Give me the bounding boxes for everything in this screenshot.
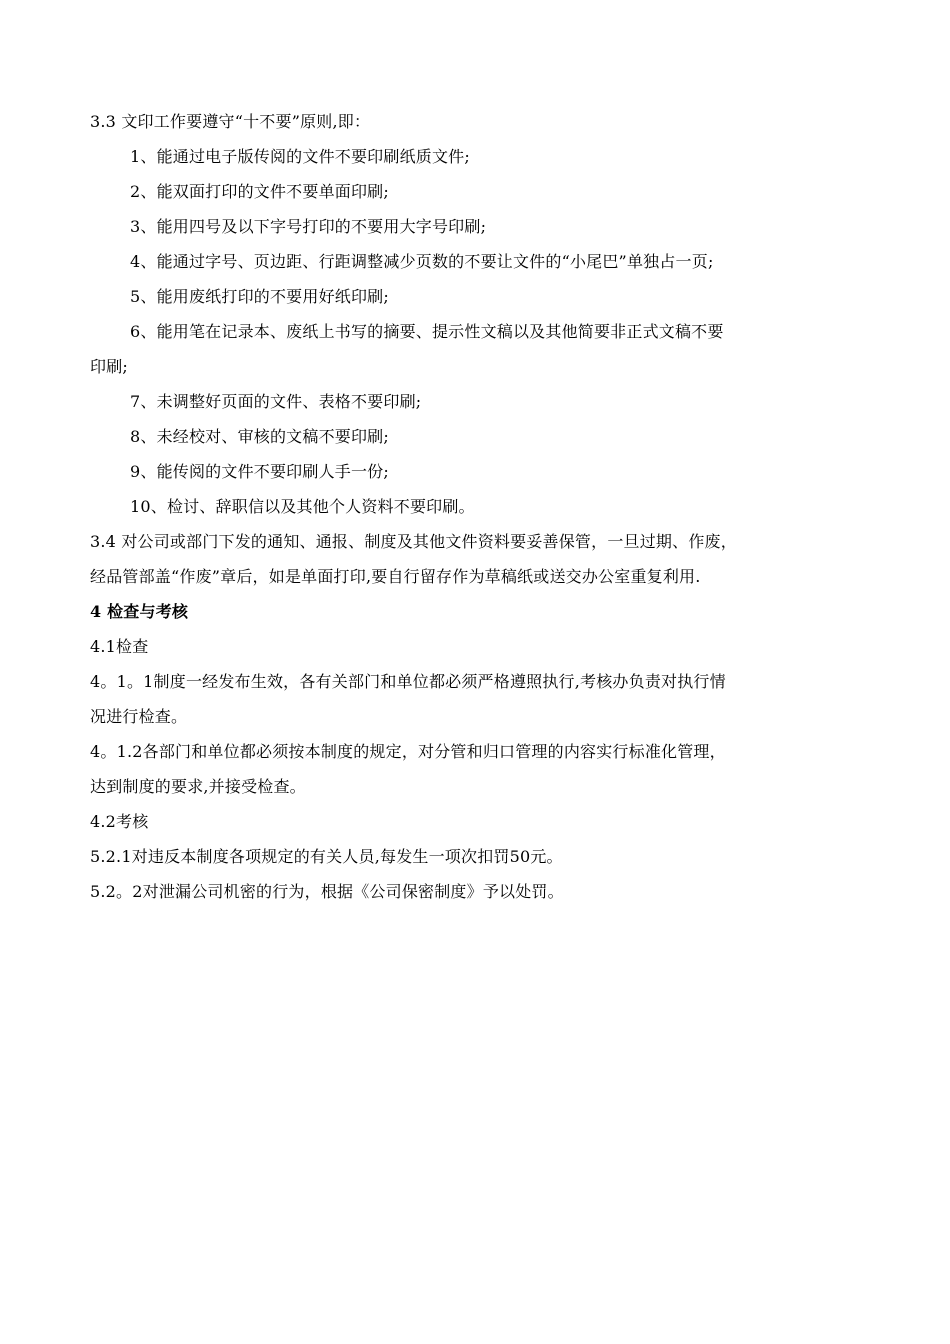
rule-item-3: 3、能用四号及以下字号打印的不要用大字号印刷; (130, 217, 487, 236)
rule-item-9: 9、能传阅的文件不要印刷人手一份; (130, 462, 389, 481)
rule-item-4: 4、能通过字号、页边距、行距调整减少页数的不要让文件的“小尾巴”单独占一页; (130, 252, 714, 271)
clause-3-4: 3.4 对公司或部门下发的通知、通报、制度及其他文件资料要妥善保管，一旦过期、作废， (90, 532, 737, 551)
clause-3-3-heading: 3.3 文印工作要遵守“十不要”原则,即： (90, 112, 371, 131)
rule-item-6-continued: 印刷; (90, 357, 128, 376)
rule-item-2: 2、能双面打印的文件不要单面印刷; (130, 182, 389, 201)
rule-item-10: 10、检讨、辞职信以及其他个人资料不要印刷。 (130, 497, 475, 516)
clause-4-1-1: 4。1。1制度一经发布生效，各有关部门和单位都必须严格遵照执行,考核办负责对执行情 (90, 672, 726, 691)
rule-item-1: 1、能通过电子版传阅的文件不要印刷纸质文件; (130, 147, 470, 166)
section-4-heading: 4 检查与考核 (90, 602, 189, 621)
document-body (90, 104, 870, 909)
clause-5-2-2: 5.2。2对泄漏公司机密的行为，根据《公司保密制度》予以处罚。 (90, 882, 564, 901)
clause-4-1-heading: 4.1检查 (90, 637, 149, 656)
clause-3-4-continued: 经品管部盖“作废”章后，如是单面打印,要自行留存作为草稿纸或送交办公室重复利用. (90, 567, 701, 586)
rule-item-6: 6、能用笔在记录本、废纸上书写的摘要、提示性文稿以及其他简要非正式文稿不要 (130, 322, 724, 341)
rule-item-7: 7、未调整好页面的文件、表格不要印刷; (130, 392, 422, 411)
clause-4-1-1-continued: 况进行检查。 (90, 707, 188, 726)
rule-item-8: 8、未经校对、审核的文稿不要印刷; (130, 427, 389, 446)
clause-4-1-2-continued: 达到制度的要求,并接受检查。 (90, 777, 306, 796)
rule-item-5: 5、能用废纸打印的不要用好纸印刷; (130, 287, 389, 306)
clause-5-2-1: 5.2.1对违反本制度各项规定的有关人员,每发生一项次扣罚50元。 (90, 847, 563, 866)
clause-4-2-heading: 4.2考核 (90, 812, 149, 831)
clause-4-1-2: 4。1.2各部门和单位都必须按本制度的规定，对分管和归口管理的内容实行标准化管理， (90, 742, 726, 761)
